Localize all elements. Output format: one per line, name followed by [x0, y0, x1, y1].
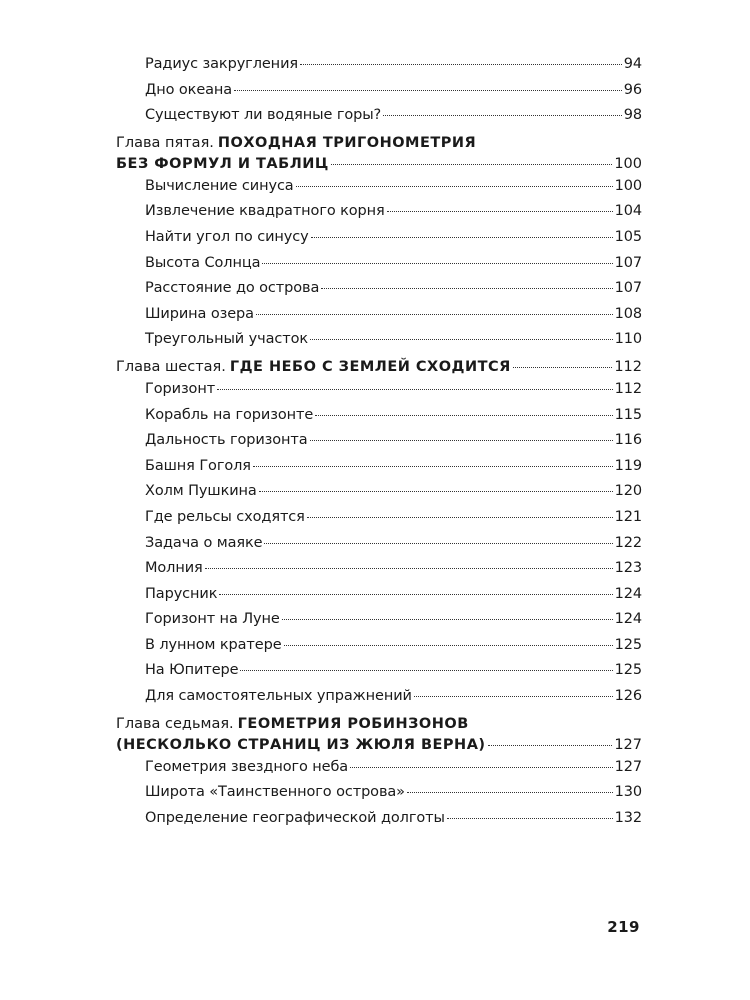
- toc-entry-title: Для самостоятельных упражнений: [145, 688, 412, 705]
- dot-leader: [284, 645, 613, 646]
- toc-entry-title: Определение географической долготы: [145, 809, 445, 826]
- dot-leader: [387, 211, 613, 212]
- dot-leader: [282, 619, 613, 620]
- toc-entry-title: Парусник: [145, 585, 218, 602]
- toc-entry-title: Радиус закругления: [145, 56, 299, 72]
- dot-leader: [259, 491, 613, 492]
- toc-entry-page: 123: [614, 560, 642, 577]
- toc-entry-title: Где рельсы сходятся: [145, 508, 305, 525]
- chapter-prefix: Глава седьмая.: [116, 715, 234, 732]
- toc-entry-title: Расстояние до острова: [145, 280, 320, 297]
- chapter-title-line: [116, 156, 642, 177]
- chapter-prefix: Глава шестая.: [116, 358, 226, 375]
- toc-entry[interactable]: [116, 203, 642, 229]
- chapter-title-continued: (НЕСКОЛЬКО СТРАНИЦ ИЗ ЖЮЛЯ ВЕРНА): [116, 736, 486, 753]
- chapter-title: ПОХОДНАЯ ТРИГОНОМЕТРИЯ: [217, 134, 477, 151]
- toc-entry-page: 119: [614, 457, 642, 474]
- chapter-six-entries: [116, 381, 642, 714]
- chapter-title-line: [116, 716, 642, 737]
- toc-entry-title: Существуют ли водяные горы?: [145, 107, 382, 124]
- toc-entry-page: 96: [623, 81, 642, 98]
- toc-entry-page: 124: [614, 611, 642, 628]
- toc-entry-title: Треугольный участок: [145, 331, 309, 348]
- toc-entry[interactable]: [116, 560, 642, 586]
- toc-entry[interactable]: [116, 509, 642, 535]
- toc-entry-page: 121: [614, 508, 642, 525]
- chapter-title-line: [116, 737, 642, 758]
- toc-entry[interactable]: [116, 306, 642, 332]
- chapter-title: ГДЕ НЕБО С ЗЕМЛЕЙ СХОДИТСЯ: [229, 358, 511, 375]
- chapter-prefix: Глава пятая.: [116, 134, 214, 151]
- toc-entry-page: 107: [614, 280, 642, 297]
- toc-entry[interactable]: [116, 586, 642, 612]
- toc-entry-title: Геометрия звездного неба: [145, 758, 349, 775]
- dot-leader: [310, 339, 613, 340]
- toc-entry-page: 107: [614, 254, 642, 271]
- chapter-page: 100: [614, 155, 642, 172]
- toc-entry-page: 108: [614, 305, 642, 322]
- toc-entry-title: В лунном кратере: [145, 636, 282, 653]
- chapter-heading-five[interactable]: [116, 135, 642, 177]
- toc-entry-page: 100: [614, 177, 642, 194]
- toc-entry-title: Горизонт: [145, 380, 216, 397]
- toc-entry[interactable]: [116, 759, 642, 785]
- toc-entry-page: 122: [614, 534, 642, 551]
- chapter-title: ГЕОМЕТРИЯ РОБИНЗОНОВ: [237, 715, 469, 732]
- toc-entry[interactable]: [116, 56, 642, 82]
- dot-leader: [264, 543, 612, 544]
- toc-entry[interactable]: [116, 784, 642, 810]
- dot-leader: [240, 670, 612, 671]
- dot-leader: [262, 263, 612, 264]
- dot-leader: [513, 367, 613, 368]
- toc-entry-title: Дальность горизонта: [145, 432, 308, 449]
- lead-entries: [116, 56, 642, 133]
- toc-entry[interactable]: [116, 458, 642, 484]
- chapter-title-line: [116, 135, 642, 156]
- toc-entry[interactable]: [116, 432, 642, 458]
- toc-entry-title: Широта «Таинственного острова»: [145, 784, 405, 801]
- toc-entry[interactable]: [116, 331, 642, 357]
- toc-entry[interactable]: [116, 483, 642, 509]
- toc-entry-page: 94: [623, 56, 642, 72]
- toc-entry[interactable]: [116, 255, 642, 281]
- dot-leader: [350, 767, 613, 768]
- dot-leader: [256, 314, 613, 315]
- dot-leader: [253, 466, 613, 467]
- chapter-title-continued: БЕЗ ФОРМУЛ И ТАБЛИЦ: [116, 155, 329, 172]
- toc-entry-page: 104: [614, 203, 642, 220]
- toc-entry-title: Высота Солнца: [145, 254, 261, 271]
- dot-leader: [321, 288, 612, 289]
- toc-entry-page: 130: [614, 784, 642, 801]
- toc-entry-title: Задача о маяке: [145, 534, 263, 551]
- toc-entry[interactable]: [116, 611, 642, 637]
- toc-entry[interactable]: [116, 407, 642, 433]
- toc-entry[interactable]: [116, 229, 642, 255]
- table-of-contents: [116, 56, 642, 835]
- toc-entry[interactable]: [116, 107, 642, 133]
- toc-entry[interactable]: [116, 662, 642, 688]
- chapter-seven-entries: [116, 759, 642, 836]
- toc-entry-page: 110: [614, 331, 642, 348]
- dot-leader: [217, 389, 613, 390]
- toc-entry-page: 132: [614, 809, 642, 826]
- chapter-heading-seven[interactable]: [116, 716, 642, 758]
- toc-entry-page: 120: [614, 483, 642, 500]
- toc-entry[interactable]: [116, 381, 642, 407]
- toc-entry[interactable]: [116, 688, 642, 714]
- toc-entry[interactable]: [116, 637, 642, 663]
- dot-leader: [488, 745, 613, 746]
- dot-leader: [407, 792, 613, 793]
- toc-entry-title: Горизонт на Луне: [145, 611, 280, 628]
- toc-entry-title: Извлечение квадратного корня: [145, 203, 385, 220]
- toc-entry-page: 127: [614, 758, 642, 775]
- toc-entry-title: Дно океана: [145, 81, 233, 98]
- chapter-heading-six[interactable]: [116, 359, 642, 380]
- toc-entry-page: 125: [614, 662, 642, 679]
- toc-entry-page: 115: [614, 406, 642, 423]
- chapter-page: 127: [614, 736, 642, 753]
- dot-leader: [300, 64, 622, 65]
- dot-leader: [219, 594, 612, 595]
- dot-leader: [414, 696, 613, 697]
- dot-leader: [307, 517, 613, 518]
- dot-leader: [311, 237, 613, 238]
- dot-leader: [310, 440, 613, 441]
- dot-leader: [315, 415, 612, 416]
- toc-entry-title: Холм Пушкина: [145, 483, 257, 500]
- dot-leader: [447, 818, 613, 819]
- dot-leader: [383, 115, 622, 116]
- toc-entry[interactable]: [116, 178, 642, 204]
- dot-leader: [331, 164, 612, 165]
- toc-entry-page: 124: [614, 585, 642, 602]
- toc-entry-title: Башня Гоголя: [145, 457, 251, 474]
- toc-entry-title: Молния: [145, 560, 203, 577]
- toc-entry[interactable]: [116, 82, 642, 108]
- toc-entry-page: 112: [614, 380, 642, 397]
- toc-entry-page: 116: [614, 432, 642, 449]
- dot-leader: [205, 568, 613, 569]
- toc-entry-title: Вычисление синуса: [145, 177, 294, 194]
- toc-entry-page: 98: [623, 107, 642, 124]
- toc-entry-title: На Юпитере: [145, 662, 239, 679]
- dot-leader: [234, 90, 622, 91]
- chapter-page: 112: [614, 358, 642, 375]
- toc-entry-page: 126: [614, 688, 642, 705]
- chapter-five-entries: [116, 178, 642, 357]
- toc-entry-page: 125: [614, 636, 642, 653]
- toc-entry[interactable]: [116, 535, 642, 561]
- chapter-title-line: [116, 359, 642, 380]
- toc-entry[interactable]: [116, 810, 642, 836]
- dot-leader: [296, 186, 613, 187]
- toc-entry-title: Ширина озера: [145, 305, 254, 322]
- toc-entry-page: 105: [614, 228, 642, 245]
- toc-entry[interactable]: [116, 280, 642, 306]
- toc-entry-title: Найти угол по синусу: [145, 228, 309, 245]
- toc-entry-title: Корабль на горизонте: [145, 406, 314, 423]
- page-number: 219: [607, 918, 640, 936]
